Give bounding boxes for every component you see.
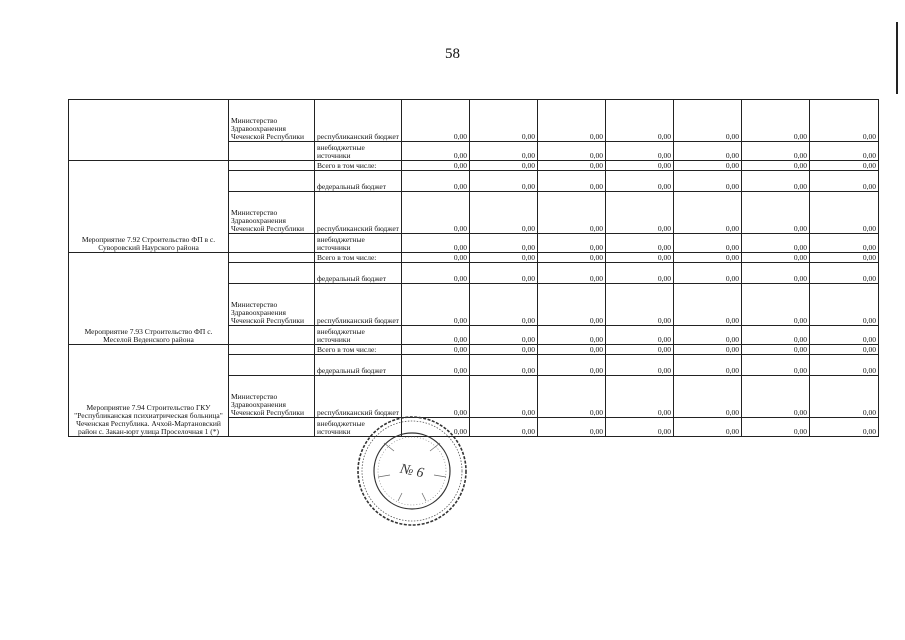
value-cell: 0,00 — [810, 326, 879, 345]
round-seal-stamp — [354, 413, 470, 529]
value-cell: 0,00 — [810, 100, 879, 142]
value-cell: 0,00 — [470, 142, 538, 161]
value-cell: 0,00 — [402, 355, 470, 376]
value-cell: 0,00 — [810, 263, 879, 284]
value-cell: 0,00 — [674, 355, 742, 376]
edge-mark — [896, 22, 898, 94]
funding-source-cell: внебюджетные источники — [315, 418, 402, 437]
value-cell: 0,00 — [674, 100, 742, 142]
value-cell: 0,00 — [538, 376, 606, 418]
value-cell: 0,00 — [470, 418, 538, 437]
funding-source-cell: федеральный бюджет — [315, 355, 402, 376]
value-cell: 0,00 — [742, 161, 810, 171]
value-cell: 0,00 — [470, 376, 538, 418]
value-cell: 0,00 — [742, 355, 810, 376]
funding-source-cell: федеральный бюджет — [315, 263, 402, 284]
value-cell: 0,00 — [810, 418, 879, 437]
value-cell: 0,00 — [742, 100, 810, 142]
value-cell: 0,00 — [742, 234, 810, 253]
value-cell: 0,00 — [742, 171, 810, 192]
value-cell: 0,00 — [606, 355, 674, 376]
activity-cell: Мероприятие 7.92 Строительство ФП в с. Суворовский Наурского района — [69, 161, 229, 253]
value-cell: 0,00 — [674, 234, 742, 253]
value-cell: 0,00 — [674, 192, 742, 234]
value-cell: 0,00 — [674, 345, 742, 355]
value-cell: 0,00 — [674, 253, 742, 263]
organization-cell — [229, 171, 315, 192]
value-cell: 0,00 — [538, 418, 606, 437]
value-cell: 0,00 — [470, 253, 538, 263]
table-row — [69, 253, 879, 263]
organization-cell — [229, 234, 315, 253]
value-cell: 0,00 — [538, 263, 606, 284]
page-number: 58 — [445, 46, 460, 62]
value-cell: 0,00 — [674, 376, 742, 418]
organization-cell — [229, 345, 315, 355]
value-cell: 0,00 — [674, 142, 742, 161]
organization-cell: Министерство Здравоохранения Чеченской Республики — [229, 100, 315, 142]
organization-cell: Министерство Здравоохранения Чеченской Республики — [229, 192, 315, 234]
value-cell: 0,00 — [674, 161, 742, 171]
activity-cell: Мероприятие 7.94 Строительство ГКУ "Республиканская психиатрическая больница" Чеченская Республика. Ачхой-Мартановский район с. Закан-юрт улица Проселочная 1 (*) — [69, 345, 229, 437]
value-cell: 0,00 — [538, 345, 606, 355]
value-cell: 0,00 — [402, 253, 470, 263]
value-cell: 0,00 — [810, 234, 879, 253]
value-cell: 0,00 — [674, 284, 742, 326]
value-cell: 0,00 — [402, 326, 470, 345]
value-cell: 0,00 — [538, 171, 606, 192]
value-cell: 0,00 — [742, 376, 810, 418]
funding-source-cell: республиканский бюджет — [315, 192, 402, 234]
value-cell: 0,00 — [742, 326, 810, 345]
value-cell: 0,00 — [402, 418, 470, 437]
organization-cell — [229, 253, 315, 263]
value-cell: 0,00 — [470, 161, 538, 171]
value-cell: 0,00 — [810, 284, 879, 326]
value-cell: 0,00 — [810, 171, 879, 192]
value-cell: 0,00 — [538, 234, 606, 253]
value-cell: 0,00 — [674, 263, 742, 284]
funding-source-cell: республиканский бюджет — [315, 376, 402, 418]
activity-cell: Мероприятие 7.93 Строительство ФП с. Меселой Веденского района — [69, 253, 229, 345]
value-cell: 0,00 — [674, 326, 742, 345]
funding-source-cell: внебюджетные источники — [315, 234, 402, 253]
value-cell: 0,00 — [742, 418, 810, 437]
value-cell: 0,00 — [810, 376, 879, 418]
funding-source-cell: внебюджетные источники — [315, 142, 402, 161]
value-cell: 0,00 — [606, 263, 674, 284]
value-cell: 0,00 — [470, 171, 538, 192]
value-cell: 0,00 — [538, 192, 606, 234]
value-cell: 0,00 — [606, 284, 674, 326]
table-row — [69, 345, 879, 355]
value-cell: 0,00 — [470, 100, 538, 142]
funding-source-cell: внебюджетные источники — [315, 326, 402, 345]
value-cell: 0,00 — [402, 171, 470, 192]
funding-source-cell: Всего в том числе: — [315, 161, 402, 171]
value-cell: 0,00 — [606, 142, 674, 161]
organization-cell — [229, 161, 315, 171]
value-cell: 0,00 — [810, 253, 879, 263]
value-cell: 0,00 — [402, 234, 470, 253]
value-cell: 0,00 — [606, 345, 674, 355]
organization-cell: Министерство Здравоохранения Чеченской Республики — [229, 376, 315, 418]
table-row — [69, 100, 879, 142]
value-cell: 0,00 — [402, 284, 470, 326]
value-cell: 0,00 — [742, 253, 810, 263]
value-cell: 0,00 — [470, 234, 538, 253]
funding-source-cell: Всего в том числе: — [315, 253, 402, 263]
table-body — [69, 100, 879, 437]
value-cell: 0,00 — [810, 161, 879, 171]
value-cell: 0,00 — [810, 192, 879, 234]
value-cell: 0,00 — [606, 161, 674, 171]
funding-source-cell: республиканский бюджет — [315, 100, 402, 142]
organization-cell: Министерство Здравоохранения Чеченской Республики — [229, 284, 315, 326]
value-cell: 0,00 — [606, 171, 674, 192]
value-cell: 0,00 — [606, 192, 674, 234]
value-cell: 0,00 — [402, 161, 470, 171]
value-cell: 0,00 — [402, 192, 470, 234]
value-cell: 0,00 — [470, 345, 538, 355]
funding-source-cell: республиканский бюджет — [315, 284, 402, 326]
value-cell: 0,00 — [742, 345, 810, 355]
organization-cell — [229, 142, 315, 161]
value-cell: 0,00 — [742, 142, 810, 161]
value-cell: 0,00 — [402, 345, 470, 355]
value-cell: 0,00 — [538, 326, 606, 345]
value-cell: 0,00 — [538, 100, 606, 142]
value-cell: 0,00 — [538, 142, 606, 161]
value-cell: 0,00 — [606, 234, 674, 253]
value-cell: 0,00 — [470, 263, 538, 284]
organization-cell — [229, 418, 315, 437]
value-cell: 0,00 — [742, 263, 810, 284]
value-cell: 0,00 — [538, 161, 606, 171]
value-cell: 0,00 — [810, 355, 879, 376]
value-cell: 0,00 — [674, 418, 742, 437]
organization-cell — [229, 263, 315, 284]
value-cell: 0,00 — [402, 376, 470, 418]
value-cell: 0,00 — [470, 192, 538, 234]
value-cell: 0,00 — [810, 142, 879, 161]
value-cell: 0,00 — [538, 253, 606, 263]
value-cell: 0,00 — [742, 284, 810, 326]
funding-source-cell: федеральный бюджет — [315, 171, 402, 192]
value-cell: 0,00 — [606, 253, 674, 263]
value-cell: 0,00 — [470, 355, 538, 376]
value-cell: 0,00 — [470, 326, 538, 345]
value-cell: 0,00 — [538, 284, 606, 326]
value-cell: 0,00 — [538, 355, 606, 376]
value-cell: 0,00 — [402, 263, 470, 284]
svg-text:№ 6: № 6 — [398, 461, 426, 482]
organization-cell — [229, 355, 315, 376]
value-cell: 0,00 — [402, 100, 470, 142]
funding-source-cell: Всего в том числе: — [315, 345, 402, 355]
table-row — [69, 161, 879, 171]
activity-cell — [69, 100, 229, 161]
value-cell: 0,00 — [402, 142, 470, 161]
value-cell: 0,00 — [606, 376, 674, 418]
value-cell: 0,00 — [810, 345, 879, 355]
organization-cell — [229, 326, 315, 345]
value-cell: 0,00 — [742, 192, 810, 234]
budget-table — [68, 99, 879, 437]
value-cell: 0,00 — [606, 418, 674, 437]
value-cell: 0,00 — [674, 171, 742, 192]
value-cell: 0,00 — [470, 284, 538, 326]
value-cell: 0,00 — [606, 326, 674, 345]
value-cell: 0,00 — [606, 100, 674, 142]
